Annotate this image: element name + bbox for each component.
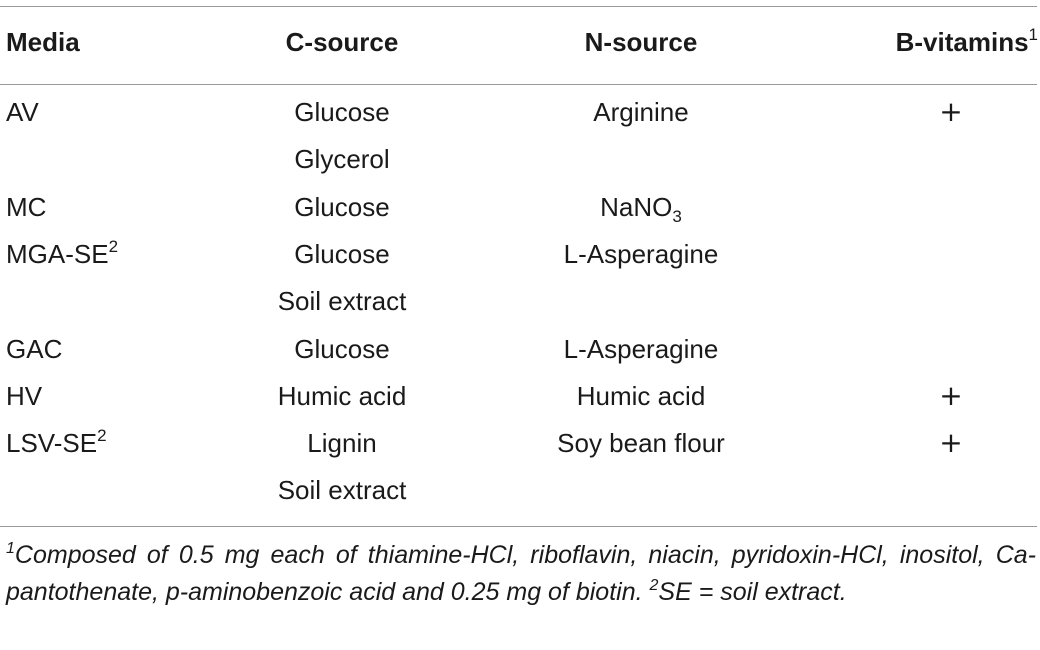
cell-n-source bbox=[518, 329, 764, 369]
header-media bbox=[6, 22, 80, 62]
cell-media bbox=[6, 187, 46, 227]
cell-n-source-text: Soy bean flour bbox=[557, 428, 725, 458]
cell-b-vitamins: + bbox=[939, 426, 963, 459]
cell-n-source bbox=[518, 92, 764, 132]
header-b-vitamins bbox=[872, 22, 1038, 62]
header-c-source-label: C-source bbox=[285, 27, 399, 57]
cell-media bbox=[6, 329, 62, 369]
cell-media-footnote-mark: 2 bbox=[108, 237, 119, 256]
cell-c-source: Glucose bbox=[294, 192, 390, 222]
cell-media-text: GAC bbox=[6, 334, 63, 364]
footnote-mark-2: 2 bbox=[649, 577, 659, 594]
cell-b-vitamins: + bbox=[939, 95, 963, 128]
cell-c-source: Humic acid bbox=[277, 381, 407, 411]
cell-n-source bbox=[518, 187, 764, 227]
cell-media-text: HV bbox=[6, 381, 43, 411]
cell-media-footnote-mark: 2 bbox=[97, 426, 107, 445]
cell-n-source bbox=[518, 376, 764, 416]
cell-n-source-text: L-Asperagine bbox=[563, 334, 719, 364]
cell-media bbox=[6, 92, 39, 132]
footnote-text-2: SE = soil extract. bbox=[658, 578, 847, 606]
footnote-mark-1: 1 bbox=[6, 540, 15, 557]
table-footnote bbox=[6, 537, 1036, 611]
cell-n-source-text: Arginine bbox=[593, 97, 689, 127]
table-bottom-rule bbox=[0, 526, 1037, 527]
header-b-vitamins-footnote-mark: 1 bbox=[1028, 25, 1038, 44]
cell-c-source: Glucose bbox=[294, 334, 390, 364]
cell-c-source: Glucose bbox=[294, 97, 390, 127]
header-rule bbox=[0, 84, 1037, 85]
cell-n-source bbox=[518, 234, 764, 274]
cell-media bbox=[6, 234, 118, 274]
header-c-source bbox=[222, 22, 462, 62]
cell-c-source: Lignin bbox=[307, 428, 377, 458]
footnote-text-1: Composed of 0.5 mg each of thiamine-HCl, riboflavin, niacin, pyridoxin-HCl, inositol, Ca-pantothenate, p-aminobenzoic acid and 0.25 mg of biotin. bbox=[6, 541, 1036, 606]
cell-c-source: Glucose bbox=[294, 239, 390, 269]
cell-n-source-text: L-Asperagine bbox=[563, 239, 719, 269]
cell-n-source bbox=[518, 423, 764, 463]
cell-n-source-text: Humic acid bbox=[576, 381, 706, 411]
cell-b-vitamins: + bbox=[939, 379, 963, 412]
cell-media bbox=[6, 376, 42, 416]
cell-media bbox=[6, 423, 107, 463]
cell-media-text: LSV-SE bbox=[6, 428, 98, 458]
cell-n-source-subscript: 3 bbox=[672, 207, 682, 226]
cell-media-text: MGA-SE bbox=[6, 239, 109, 269]
cell-c-source: Soil extract bbox=[277, 475, 407, 505]
header-n-source-label: N-source bbox=[584, 27, 698, 57]
cell-media-text: MC bbox=[6, 192, 47, 222]
cell-n-source-text: NaNO bbox=[600, 192, 673, 222]
header-b-vitamins-label: B-vitamins bbox=[895, 27, 1029, 57]
cell-media-text: AV bbox=[6, 97, 39, 127]
cell-c-source: Soil extract bbox=[277, 286, 407, 316]
header-media-label: Media bbox=[6, 27, 80, 57]
header-n-source bbox=[518, 22, 764, 62]
cell-c-source: Glycerol bbox=[294, 144, 390, 174]
table-top-rule bbox=[0, 6, 1037, 7]
